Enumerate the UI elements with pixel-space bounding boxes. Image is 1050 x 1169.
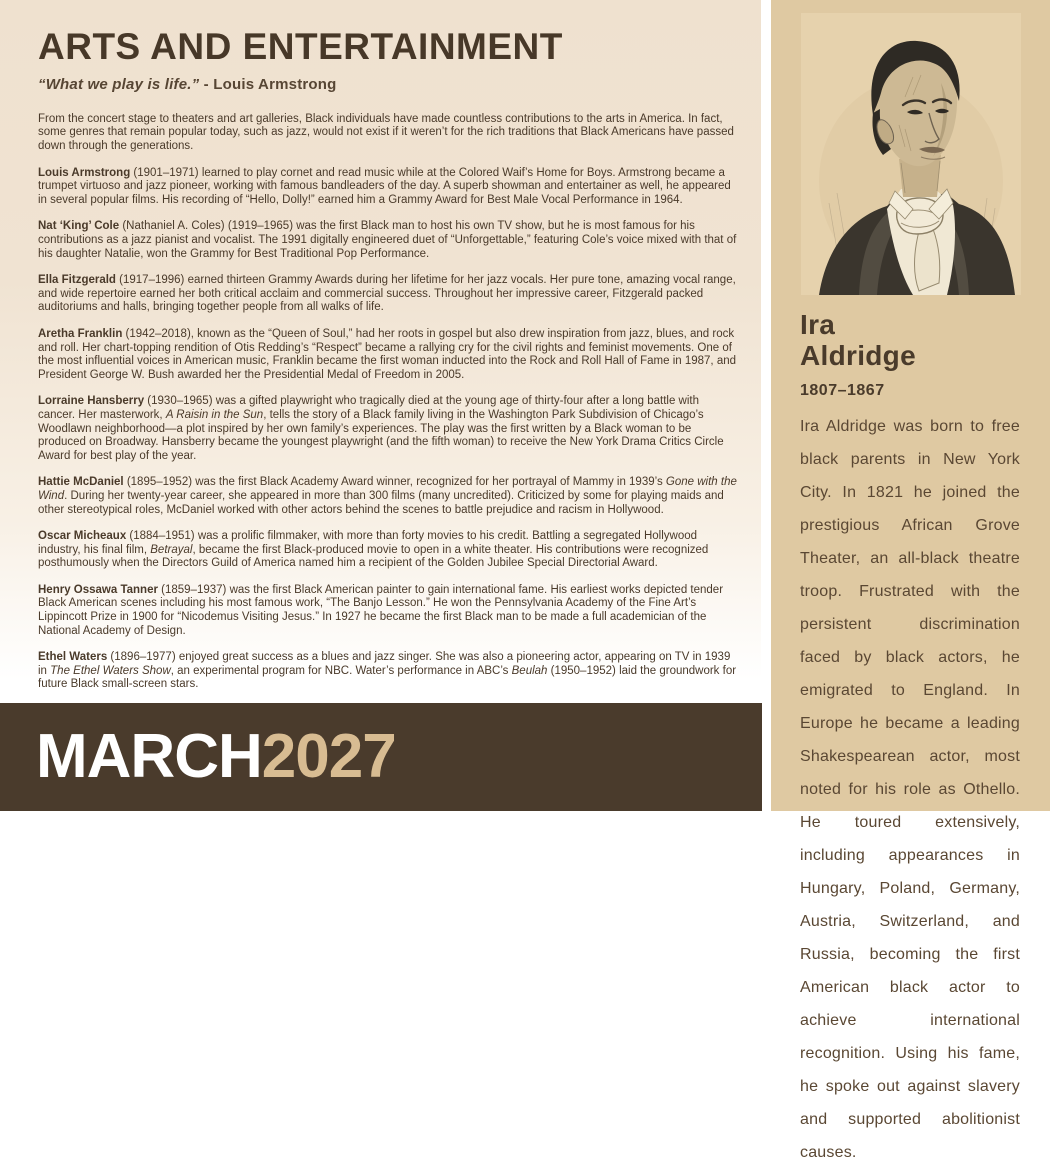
quote-text: “What we play is life.” xyxy=(38,75,200,93)
paragraph-segment: , an experimental program for NBC. Water’s performance in ABC’s xyxy=(170,664,512,677)
article-paragraph xyxy=(38,584,738,638)
article-paragraph xyxy=(38,274,738,315)
paragraph-segment: Aretha Franklin xyxy=(38,327,123,340)
article-paragraph xyxy=(38,395,738,463)
month-bar xyxy=(0,703,762,811)
article-paragraph xyxy=(38,113,738,154)
paragraph-segment: Betrayal xyxy=(150,543,193,556)
quote-line xyxy=(38,76,735,93)
profile-dates: 1807–1867 xyxy=(800,381,885,399)
article-page xyxy=(0,0,761,703)
article-paragraphs xyxy=(38,113,738,692)
paragraph-segment: , tells the story of a Black family living in the Washington Park Subdivision of Chicago’s Woodlawn neighborhood—a plot inspired by her own family’s experiences. The play was the first written by a Black woman to be produced on Broadway. Hansberry became the youngest playwright (and the fifth woman) to receive the New York Drama Critics Circle Award for best play of the year. xyxy=(38,408,724,462)
paragraph-segment: (1896–1977) enjoyed great success as a blues and jazz singer. She was also a pioneering actor, appearing on TV in 1939 in xyxy=(38,651,731,677)
paragraph-segment: From the concert stage to theaters and art galleries, Black individuals have made countless contributions to the arts in America. In fact, some genres that remain popular today, such as jazz, would not exist if it weren’t for the rich traditions that Black Americans have passed down through the generations. xyxy=(38,112,734,153)
ira-aldridge-portrait-icon xyxy=(801,13,1021,295)
paragraph-segment: The Ethel Waters Show xyxy=(50,664,171,677)
portrait-image xyxy=(801,13,1021,295)
article-paragraph xyxy=(38,651,738,692)
profile-name-line2: Aldridge xyxy=(800,340,916,372)
paragraph-segment: (1942–2018), known as the “Queen of Soul,” had her roots in gospel but also drew inspiration from jazz, blues, and rock and roll. Her chart-topping rendition of Otis Redding’s “Respect” became a rallying cry for the civil rights and feminist movements. One of the most influential voices in American music, Franklin became the first woman inducted into the Rock and Roll Hall of Fame in 1987, and President George W. Bush awarded her the Presidential Medal of Freedom in 2005. xyxy=(38,327,737,381)
paragraph-segment: (1884–1951) was a prolific filmmaker, with more than forty movies to his credit. Battling a segregated Hollywood industry, his final film, xyxy=(38,530,698,556)
year-label: 2027 xyxy=(261,722,396,791)
paragraph-segment: (1930–1965) was a gifted playwright who tragically died at the young age of thirty-four after a long battle with cancer. Her masterwork, xyxy=(38,395,699,421)
paragraph-segment: Ethel Waters xyxy=(38,651,108,664)
profile-name xyxy=(800,309,1020,372)
profile-name-line1: Ira xyxy=(800,309,836,340)
paragraph-segment: , became the first Black-produced movie to open in a white theater. His contributions were recognized posthumously when the Directors Guild of America named him a recipient of the Golden Jubilee Special Directorial Award. xyxy=(38,543,709,570)
paragraph-segment: Ella Fitzgerald xyxy=(38,274,116,287)
article-paragraph xyxy=(38,220,738,261)
paragraph-segment: (1901–1971) learned to play cornet and read music while at the Colored Waif’s Home for Boys. Armstrong became a trumpet virtuoso and jazz pioneer, working with famous bandleaders of the day. A superb showman and entertainer as well, he appeared in several popular films. His recording of “Hello, Dolly!” earned him a Grammy Award for Best Male Vocal Performance in 1964. xyxy=(38,166,731,206)
paragraph-segment: (Nathaniel A. Coles) (1919–1965) was the first Black man to host his own TV show, but he is most famous for his contributions as a jazz pianist and vocalist. The 1991 digitally engineered duet of “Unforgettable,” featuring Cole’s voice mixed with that of his daughter Natalie, won the Grammy for Best Traditional Pop Performance. xyxy=(38,220,737,260)
paragraph-segment: Beulah xyxy=(511,664,548,677)
quote-attribution: - Louis Armstrong xyxy=(199,75,337,93)
paragraph-segment: . During her twenty-year career, she appeared in more than 300 films (many uncredited). Criticized by some for playing maids and other stereotypical roles, McDaniel worked with other actors behind the scenes to battle prejudice and racism in Hollywood. xyxy=(38,489,724,516)
paragraph-segment: Nat ‘King’ Cole xyxy=(38,220,120,233)
profile-sidebar xyxy=(771,0,1050,1161)
paragraph-segment: (1859–1937) was the first Black American painter to gain international fame. His earliest works depicted tender Black American scenes including his most famous work, “The Banjo Lesson.” He won the Pennsylvania Academy of the Fine Art’s Lippincott Prize in 1900 for “Nicodemus Visiting Jesus.” In 1927 he became the first Black man to be made a full academician of the National Academy of Design. xyxy=(38,583,724,637)
article-paragraph xyxy=(38,476,738,517)
article-paragraph xyxy=(38,328,738,382)
paragraph-segment: (1895–1952) was the first Black Academy Award winner, recognized for her portrayal of Mammy in 1939’s xyxy=(123,476,666,489)
article-paragraph xyxy=(38,530,738,571)
paragraph-segment: A Raisin in the Sun xyxy=(165,408,264,421)
paragraph-segment: Henry Ossawa Tanner xyxy=(38,583,158,596)
paragraph-segment: (1950–1952) laid the groundwork for future Black small-screen stars. xyxy=(38,664,737,691)
paragraph-segment: Lorraine Hansberry xyxy=(38,395,145,408)
article-paragraph xyxy=(38,167,738,208)
paragraph-segment: Hattie McDaniel xyxy=(38,476,124,489)
paragraph-segment: Gone with the Wind xyxy=(38,476,737,502)
paragraph-segment: Oscar Micheaux xyxy=(38,530,127,543)
profile-bio: Ira Aldridge was born to free black parents in New York City. In 1821 he joined the prestigious African Grove Theater, an all-black theatre troop. Frustrated with the persistent discrimination faced by black actors, he emigrated to England. In Europe he became a leading Shakespearean actor, most noted for his role as Othello. He toured extensively, including appearances in Hungary, Poland, Germany, Austria, Switzerland, and Russia, becoming the first American black actor to achieve international recognition. Using his fame, he spoke out against slavery and supported abolitionist causes. xyxy=(800,417,1020,1161)
month-label: MARCH xyxy=(36,722,262,791)
paragraph-segment: Louis Armstrong xyxy=(38,166,131,179)
page-title: ARTS AND ENTERTAINMENT xyxy=(38,26,563,67)
paragraph-segment: (1917–1996) earned thirteen Grammy Awards during her lifetime for her jazz vocals. Her pure tone, amazing vocal range, and wide repertoire earned her both critical acclaim and commercial success. Throughout her impressive career, Fitzgerald packed auditoriums and halls, bringing together people from all walks of life. xyxy=(38,274,736,314)
